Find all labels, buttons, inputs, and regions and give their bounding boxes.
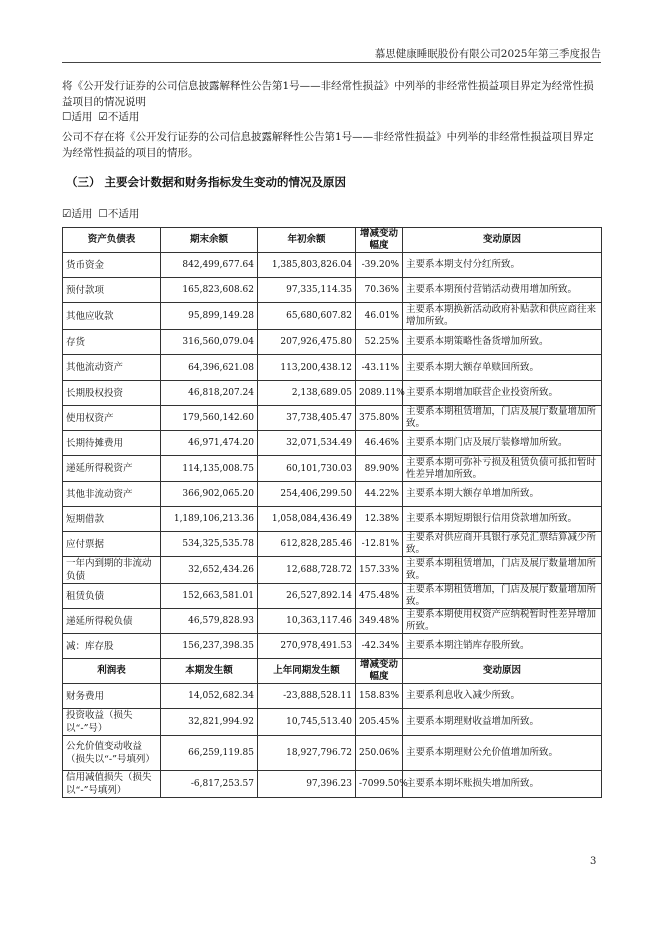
- item-cell: 财务费用: [63, 684, 161, 709]
- checkbox-applicable-unchecked: ☐适用: [62, 111, 93, 123]
- start-value-cell: 65,680,607.82: [258, 303, 356, 330]
- table-row: [63, 507, 602, 532]
- end-value-cell: 66,259,119.85: [161, 736, 258, 771]
- start-value-cell: 10,363,117.46: [258, 609, 356, 634]
- item-cell: 使用权资产: [63, 406, 161, 431]
- start-value-cell: 207,926,475.80: [258, 330, 356, 355]
- reason-cell: 主要系本期使用权资产应纳税暂时性差异增加所致。: [403, 609, 602, 634]
- start-value-cell: 60,101,730.03: [258, 456, 356, 482]
- table-row: [63, 532, 602, 557]
- end-value-cell: 316,560,079.04: [161, 330, 258, 355]
- reason-cell: 主要系本期门店及展厅装修增加所致。: [403, 431, 602, 456]
- item-cell: 投资收益（损失以“-”号）: [63, 709, 161, 736]
- section-title: （三） 主要会计数据和财务指标发生变动的情况及原因: [66, 175, 347, 189]
- end-value-cell: 179,560,142.60: [161, 406, 258, 431]
- change-cell: -42.34%: [356, 634, 403, 659]
- end-value-cell: 1,189,106,213.36: [161, 507, 258, 532]
- item-cell: 其他非流动资产: [63, 482, 161, 507]
- reason-cell: 主要系本期租赁增加，门店及展厅数量增加所致。: [403, 406, 602, 431]
- table-row: [63, 634, 602, 659]
- change-cell: 89.90%: [356, 456, 403, 482]
- table-row: [63, 303, 602, 330]
- table-row: [63, 456, 602, 482]
- report-header: 慕思健康睡眠股份有限公司2025年第三季度报告: [374, 48, 601, 60]
- page-number: 3: [590, 856, 597, 867]
- checkbox-not-applicable-checked: ☑不适用: [98, 111, 140, 123]
- end-value-cell: 842,499,677.64: [161, 253, 258, 278]
- item-cell: 长期股权投资: [63, 381, 161, 406]
- table-row: [63, 330, 602, 355]
- start-value-cell: 10,745,513.40: [258, 709, 356, 736]
- item-cell: 一年内到期的非流动负债: [63, 557, 161, 584]
- end-value-cell: 14,052,682.34: [161, 684, 258, 709]
- table-row: [63, 482, 602, 507]
- column-header: 年初余额: [258, 228, 356, 253]
- end-value-cell: 46,579,828.93: [161, 609, 258, 634]
- reason-cell: 主要系本期策略性备货增加所致。: [403, 330, 602, 355]
- reason-cell: 主要系对供应商开具银行承兑汇票结算减少所致。: [403, 532, 602, 557]
- start-value-cell: -23,888,528.11: [258, 684, 356, 709]
- item-cell: 其他应收款: [63, 303, 161, 330]
- column-header: 资产负债表: [63, 228, 161, 253]
- table-row: [63, 406, 602, 431]
- bs-header-row: [63, 228, 602, 253]
- reason-cell: 主要系本期短期银行信用贷款增加所致。: [403, 507, 602, 532]
- item-cell: 其他流动资产: [63, 355, 161, 381]
- change-cell: 46.46%: [356, 431, 403, 456]
- column-header: 本期发生额: [161, 659, 258, 684]
- change-cell: 205.45%: [356, 709, 403, 736]
- item-cell: 租赁负债: [63, 584, 161, 609]
- table-row: [63, 771, 602, 798]
- change-cell: 2089.11%: [356, 381, 403, 406]
- change-cell: 250.06%: [356, 736, 403, 771]
- start-value-cell: 254,406,299.50: [258, 482, 356, 507]
- change-cell: 46.01%: [356, 303, 403, 330]
- table-row: [63, 381, 602, 406]
- item-cell: 长期待摊费用: [63, 431, 161, 456]
- is-header-row: [63, 659, 602, 684]
- item-cell: 信用减值损失（损失以“-”号填列）: [63, 771, 161, 798]
- table-row: [63, 431, 602, 456]
- start-value-cell: 18,927,796.72: [258, 736, 356, 771]
- change-cell: 158.83%: [356, 684, 403, 709]
- reason-cell: 主要系本期租赁增加，门店及展厅数量增加所致。: [403, 584, 602, 609]
- item-cell: 递延所得税负债: [63, 609, 161, 634]
- start-value-cell: 32,071,534.49: [258, 431, 356, 456]
- reason-cell: 主要系本期理财收益增加所致。: [403, 709, 602, 736]
- change-cell: 157.33%: [356, 557, 403, 584]
- end-value-cell: 46,971,474.20: [161, 431, 258, 456]
- table-row: [63, 609, 602, 634]
- reason-cell: 主要系本期大额存单赎回所致。: [403, 355, 602, 381]
- change-cell: 44.22%: [356, 482, 403, 507]
- end-value-cell: 114,135,008.75: [161, 456, 258, 482]
- column-header: 上年同期发生额: [258, 659, 356, 684]
- end-value-cell: 95,899,149.28: [161, 303, 258, 330]
- header-divider: [62, 62, 601, 63]
- reason-cell: 主要系本期坏账损失增加所致。: [403, 771, 602, 798]
- end-value-cell: 46,818,207.24: [161, 381, 258, 406]
- table-row: [63, 253, 602, 278]
- reason-cell: 主要系本期注销库存股所致。: [403, 634, 602, 659]
- table-row: [63, 557, 602, 584]
- reason-cell: 主要系本期预付营销活动费用增加所致。: [403, 278, 602, 303]
- table-row: [63, 709, 602, 736]
- reason-cell: 主要系本期大额存单增加所致。: [403, 482, 602, 507]
- item-cell: 货币资金: [63, 253, 161, 278]
- change-cell: 70.36%: [356, 278, 403, 303]
- checkbox-applicable-checked: ☑适用: [62, 208, 93, 220]
- start-value-cell: 1,385,803,826.04: [258, 253, 356, 278]
- column-header: 利润表: [63, 659, 161, 684]
- applicability-checkbox-2: [62, 207, 602, 223]
- item-cell: 存货: [63, 330, 161, 355]
- change-cell: 52.25%: [356, 330, 403, 355]
- applicability-checkbox-1: [62, 110, 602, 126]
- reason-cell: 主要系本期支付分红所致。: [403, 253, 602, 278]
- table-row: [63, 684, 602, 709]
- end-value-cell: 156,237,398.35: [161, 634, 258, 659]
- table-row: [63, 584, 602, 609]
- start-value-cell: 2,138,689.05: [258, 381, 356, 406]
- change-cell: 475.48%: [356, 584, 403, 609]
- change-cell: -7099.50%: [356, 771, 403, 798]
- reason-cell: 主要系本期可弥补亏损及租赁负债可抵扣暂时性差异增加所致。: [403, 456, 602, 482]
- table-row: [63, 736, 602, 771]
- change-cell: 12.38%: [356, 507, 403, 532]
- reason-cell: 主要系本期增加联营企业投资所致。: [403, 381, 602, 406]
- end-value-cell: 534,325,535.78: [161, 532, 258, 557]
- reason-cell: 主要系本期换新活动政府补贴款和供应商往来增加所致。: [403, 303, 602, 330]
- end-value-cell: 32,821,994.92: [161, 709, 258, 736]
- item-cell: 递延所得税资产: [63, 456, 161, 482]
- start-value-cell: 1,058,084,436.49: [258, 507, 356, 532]
- table-row: [63, 355, 602, 381]
- reason-cell: 主要系本期理财公允价值增加所致。: [403, 736, 602, 771]
- item-cell: 公允价值变动收益（损失以“-”号填列）: [63, 736, 161, 771]
- change-cell: 375.80%: [356, 406, 403, 431]
- column-header: 增减变动幅度: [356, 659, 403, 684]
- end-value-cell: 32,652,434.26: [161, 557, 258, 584]
- end-value-cell: 165,823,608.62: [161, 278, 258, 303]
- checkbox-not-applicable-unchecked: ☐不适用: [98, 208, 140, 220]
- start-value-cell: 612,828,285.46: [258, 532, 356, 557]
- financial-changes-table: [62, 227, 602, 798]
- column-header: 期末余额: [161, 228, 258, 253]
- end-value-cell: 152,663,581.01: [161, 584, 258, 609]
- change-cell: -12.81%: [356, 532, 403, 557]
- recurring-items-statement: 公司不存在将《公开发行证券的公司信息披露解释性公告第1号——非经常性损益》中列举的非经常性损益项目界定为经常性损益的项目的情形。: [62, 131, 594, 159]
- item-cell: 预付款项: [63, 278, 161, 303]
- change-cell: 349.48%: [356, 609, 403, 634]
- start-value-cell: 26,527,892.14: [258, 584, 356, 609]
- change-cell: -39.20%: [356, 253, 403, 278]
- start-value-cell: 12,688,728.72: [258, 557, 356, 584]
- reason-cell: 主要系本期租赁增加，门店及展厅数量增加所致。: [403, 557, 602, 584]
- start-value-cell: 97,335,114.35: [258, 278, 356, 303]
- item-cell: 短期借款: [63, 507, 161, 532]
- column-header: 变动原因: [403, 228, 602, 253]
- start-value-cell: 270,978,491.53: [258, 634, 356, 659]
- change-cell: -43.11%: [356, 355, 403, 381]
- recurring-items-note: 将《公开发行证券的公司信息披露解释性公告第1号——非经常性损益》中列举的非经常性损益项目界定为经常性损益项目的情况说明: [62, 80, 594, 108]
- end-value-cell: -6,817,253.57: [161, 771, 258, 798]
- reason-cell: 主要系利息收入减少所致。: [403, 684, 602, 709]
- start-value-cell: 97,396.23: [258, 771, 356, 798]
- end-value-cell: 366,902,065.20: [161, 482, 258, 507]
- start-value-cell: 37,738,405.47: [258, 406, 356, 431]
- end-value-cell: 64,396,621.08: [161, 355, 258, 381]
- item-cell: 减：库存股: [63, 634, 161, 659]
- column-header: 变动原因: [403, 659, 602, 684]
- start-value-cell: 113,200,438.12: [258, 355, 356, 381]
- table-row: [63, 278, 602, 303]
- column-header: 增减变动幅度: [356, 228, 403, 253]
- item-cell: 应付票据: [63, 532, 161, 557]
